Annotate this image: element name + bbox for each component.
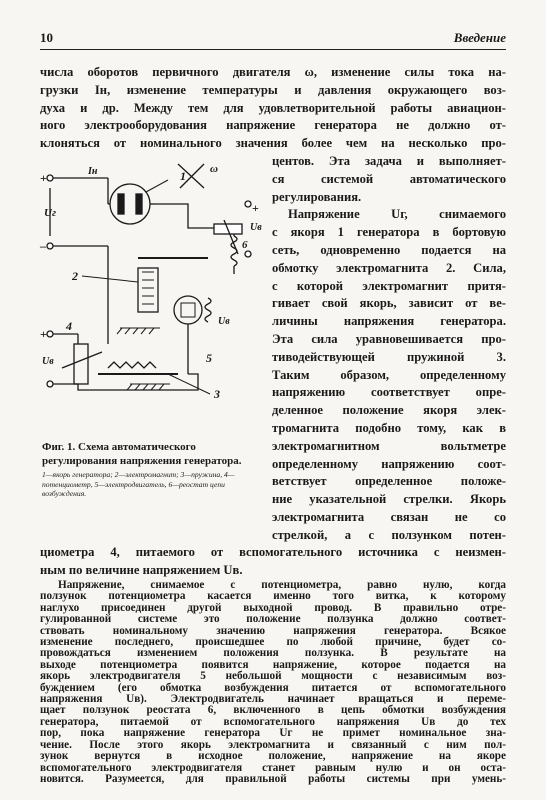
running-title: Введение — [453, 30, 506, 45]
text-line: духа и др. Между тем для удовлетворительной работы авиацион- — [40, 100, 506, 115]
text-line: регулирования. — [272, 189, 362, 204]
text-line: циометра 4, питаемого от вспомогательного источника с неизмен- — [40, 545, 506, 559]
label-5: 5 — [206, 351, 212, 365]
text-line: напряжения Uв). Электродвигатель начинает вращаться и переме- — [40, 693, 506, 706]
text-line: ползунок потенциометра касается именно того витка, к которому — [40, 590, 506, 603]
text-line: обмотку электромагнита 2. Сила, — [272, 260, 506, 275]
generator-symbol — [110, 184, 150, 224]
terminal-plus-top — [47, 175, 53, 181]
text-line: ного электрооборудования напряжение генератора не должно от- — [40, 118, 506, 133]
text-line: с якоря 1 генератора в бортовую — [272, 225, 506, 240]
text-line: буждением (его обмотка возбуждения питается от вспомогательного — [40, 681, 506, 694]
plus-label: + — [40, 171, 47, 185]
text-line: грузки Iн, изменение температуры и давления окружающего воз- — [40, 82, 506, 97]
text-line: тиводействующей пружиной 3. — [272, 349, 506, 364]
spring-3 — [108, 362, 156, 368]
svg-text:+: + — [252, 201, 259, 215]
text-line: напряжению соответствует опре- — [272, 385, 506, 400]
right-column-text — [272, 153, 506, 545]
text-line: Таким образом, определенному — [272, 367, 506, 382]
uv-label-top: Uв — [250, 222, 262, 233]
text-line: ние указательной стрелки. Якорь — [272, 492, 506, 507]
svg-text:+: + — [40, 327, 47, 341]
page-number: 10 — [40, 30, 53, 45]
label-3: 3 — [214, 387, 220, 401]
text-line: Эта сила уравновешивается про- — [272, 331, 506, 346]
text-line: стрелкой, а с ползунком потен- — [272, 527, 506, 542]
text-line: гулированной системе это положение ползунка должно соответ- — [40, 613, 506, 626]
text-line: деленное положение якоря элек- — [272, 403, 506, 418]
main-paragraph — [40, 580, 506, 785]
regulator-circuit-diagram — [38, 158, 266, 448]
continuation-lines — [40, 544, 506, 580]
text-line: гивает свой якорь, зависит от ве- — [272, 296, 506, 311]
text-line: якорь электродвигателя 5 небольшой мощности с независимым воз- — [40, 670, 506, 683]
text-line: чение. После этого якорь электромагнита и связанный с ним пол- — [40, 738, 506, 751]
label-1: 1 — [180, 169, 186, 183]
text-line: определенному напряжению соот- — [272, 456, 506, 471]
text-line: новится. Разумеется, для правильной работы системы при умень- — [40, 772, 506, 785]
omega-label: ω — [210, 163, 218, 175]
uv-label-left: Uв — [42, 356, 54, 367]
label-4: 4 — [66, 319, 72, 333]
page-header — [40, 28, 506, 50]
text-line: сеть, одновременно подается на — [272, 242, 506, 257]
in-label: Iн — [88, 166, 98, 177]
figure-caption: Фиг. 1. Схема автоматического регулирования напряжения генератора. — [42, 441, 242, 467]
text-line: Напряжение Uг, снимаемого — [288, 207, 506, 222]
text-line: выходе потенциометра появится напряжение, которое подается на — [40, 658, 506, 671]
text-line: ветствует определенное положе- — [272, 474, 506, 489]
terminal-minus-top — [47, 243, 53, 249]
text-line: клоняться от номинального значения более чем на несколько про- — [40, 136, 506, 151]
header-rule — [40, 49, 506, 50]
text-line: личины напряжения генератора. — [272, 314, 506, 329]
text-line: щает ползунок реостата 6, включенного в цепь обмотки возбуждения — [40, 704, 506, 717]
motor-field — [205, 298, 211, 322]
intro-paragraph — [40, 64, 506, 153]
potentiometer-4 — [74, 344, 88, 384]
text-line: вспомогательного электродвигателя станет равным нулю и он оста- — [40, 761, 506, 774]
ug-label: Uг — [44, 207, 57, 219]
text-line: провождаться изменением положения ползунка. В результате на — [40, 647, 506, 660]
text-line: центов. Эта задача и выполняет- — [272, 154, 506, 168]
text-line: ным по величине напряжением Uв. — [40, 562, 243, 577]
text-line: генератора, питаемой от вспомогательного напряжения Uв до тех — [40, 715, 506, 728]
label-6: 6 — [242, 239, 248, 251]
text-line: числа оборотов первичного двигателя ω, изменение силы тока на- — [40, 65, 506, 79]
text-line: наглухо присоединен другой выходной провод. В правильно отре- — [40, 601, 506, 614]
motor-5 — [174, 296, 202, 324]
text-line: изменение последнего, происшедшее по любой причине, будет со- — [40, 636, 506, 649]
uv-label-mid: Uв — [218, 316, 230, 327]
electromagnet-2 — [138, 268, 158, 312]
text-line: зунок вернутся в исходное положение, напряжение на якоре — [40, 750, 506, 763]
text-line: электромагнита связан не со — [272, 509, 506, 524]
text-line: тромагнита подобно тому, как в — [272, 420, 506, 435]
text-line: ся системой автоматического — [272, 171, 506, 186]
text-line: с которой электромагнит притя- — [272, 278, 506, 293]
text-line: пор, пока напряжение генератора Uг не примет номинальное зна- — [40, 727, 506, 740]
text-line: электромагнитном вольтметре — [272, 438, 506, 453]
minus-label: – — [40, 239, 46, 253]
text-line: Напряжение, снимаемое с потенциометра, равно нулю, когда — [58, 579, 506, 591]
label-2: 2 — [72, 269, 78, 283]
figure-legend: 1—якорь генератора; 2—электромагнит; 3—пружина, 4—потенциометр, 5—электродвигатель, 6—реостат цепи возбуждения. — [42, 470, 235, 499]
text-line: ствовать номинальному значению напряжения генератора. Всякое — [40, 624, 506, 637]
